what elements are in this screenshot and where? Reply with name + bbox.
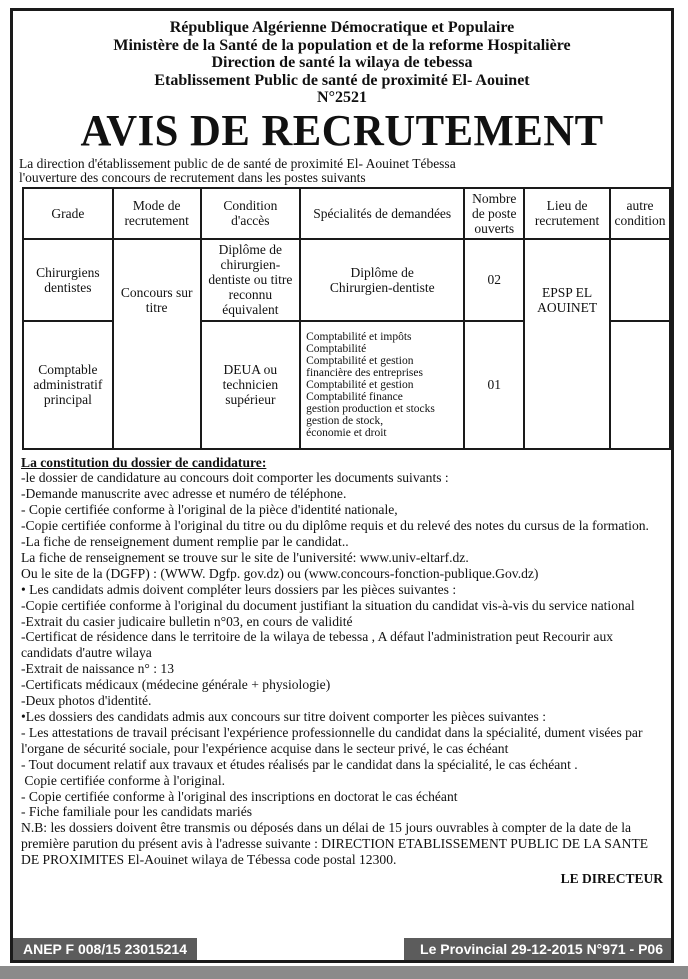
body-line: •Les dossiers des candidats admis aux concours sur titre doivent comporter les pièces suivantes : xyxy=(21,709,546,724)
header xyxy=(13,19,671,107)
cell-condition: DEUA ou technicien supérieur xyxy=(201,321,301,449)
page-title: AVIS DE RECRUTEMENT xyxy=(80,105,604,155)
col-mode: Mode de recrutement xyxy=(113,188,201,239)
cell-mode: Concours sur titre xyxy=(113,239,201,449)
body-line: -Extrait du casier judicaire bulletin n°03, en cours de validité xyxy=(21,613,353,629)
specialite-item: gestion production et stocks xyxy=(306,402,435,415)
cell-lieu: EPSP EL AOUINET xyxy=(524,239,610,449)
footer-anep-ref: ANEP F 008/15 23015214 xyxy=(13,938,197,960)
table-header-row xyxy=(23,188,670,239)
body-line: - Fiche familiale pour les candidats mariés xyxy=(21,804,253,820)
body-line: • Les candidats admis doivent compléter leurs dossiers par les pièces suivantes : xyxy=(21,581,457,597)
header-ministry: Ministère de la Santé de la population et de la reforme Hospitalière xyxy=(113,36,571,54)
cell-autre xyxy=(610,321,670,449)
header-direction: Direction de santé la wilaya de tebessa xyxy=(211,54,473,71)
intro-line-2: l'ouverture des concours de recrutement dans les postes suivants xyxy=(19,169,366,185)
body-line: - Les attestations de travail précisant l'expérience professionnelle du candidat dans la spécialité, dument visées par l'organe de sécurité sociale, pour l'expérience acquise dans le secteur privé, le cas échéant xyxy=(21,724,643,756)
col-specialites: Spécialités de demandées xyxy=(300,188,464,239)
body-line: -Copie certifiée conforme à l'original du titre ou du diplôme requis et du relevé des notes du cursus de la formation. xyxy=(21,518,649,534)
cell-autre xyxy=(610,239,670,321)
body-line: La fiche de renseignement se trouve sur le site de l'université: www.univ-eltarf.dz. xyxy=(21,549,469,565)
specialite-item: financière des entreprises xyxy=(306,366,423,379)
col-condition: Condition d'accès xyxy=(201,188,301,239)
specialite-item: Comptabilité et gestion xyxy=(306,354,414,367)
header-republic: République Algérienne Démocratique et Populaire xyxy=(169,19,515,36)
cell-nombre: 02 xyxy=(464,239,524,321)
specialite-item: Comptabilité xyxy=(306,342,367,355)
specialite-item: gestion de stock, xyxy=(306,414,384,427)
bottom-bar xyxy=(0,966,688,979)
body-line: -Certificats médicaux (médecine générale + physiologie) xyxy=(21,677,331,693)
body-line: - Copie certifiée conforme à l'original de la pièce d'identité nationale, xyxy=(21,502,398,518)
body-line: -Copie certifiée conforme à l'original du document justifiant la situation du candidat vis-à-vis du service national xyxy=(21,597,635,613)
positions-table xyxy=(22,187,671,450)
cell-specialites: Diplôme de Chirurgien-dentiste xyxy=(300,239,464,321)
cell-condition: Diplôme de chirurgien-dentiste ou titre reconnu équivalent xyxy=(201,239,301,321)
body-line: -La fiche de renseignement dument remplie par le candidat.. xyxy=(21,534,349,550)
body-line: -le dossier de candidature au concours doit comporter les documents suivants : xyxy=(21,470,449,486)
advertisement-frame xyxy=(10,8,674,963)
specialite-item: Comptabilité et gestion xyxy=(306,378,414,391)
header-establishment: Etablissement Public de santé de proximité El- Aouinet xyxy=(154,71,530,89)
specialite-item: économie et droit xyxy=(306,426,387,439)
header-number: N°2521 xyxy=(317,89,367,106)
body-line: Ou le site de la (DGFP) : (WWW. Dgfp. gov.dz) ou (www.concours-fonction-publique.Gov.dz) xyxy=(21,565,539,581)
col-autre: autre condition xyxy=(610,188,670,239)
cell-nombre: 01 xyxy=(464,321,524,449)
body-line: -Demande manuscrite avec adresse et numéro de téléphone. xyxy=(21,486,347,502)
body-line: -Deux photos d'identité. xyxy=(21,693,152,709)
body-line: -Certificat de résidence dans le territoire de la wilaya de tebessa , A défaut l'administration peut Recourir aux candidats d'autre wilaya xyxy=(21,629,614,661)
dossier-section xyxy=(21,455,663,869)
signature: LE DIRECTEUR xyxy=(560,871,663,887)
table-row xyxy=(23,239,670,321)
section-title: La constitution du dossier de candidature: xyxy=(21,454,267,470)
col-lieu: Lieu de recrutement xyxy=(524,188,610,239)
specialite-item: Comptabilité finance xyxy=(306,390,403,403)
footer-publication: Le Provincial 29-12-2015 N°971 - P06 xyxy=(404,938,671,960)
body-line: - Copie certifiée conforme à l'original des inscriptions en doctorat le cas échéant xyxy=(21,788,458,804)
specialite-item: Comptabilité et impôts xyxy=(306,330,412,343)
col-grade: Grade xyxy=(23,188,113,239)
intro xyxy=(19,157,671,185)
nb-note: N.B: les dossiers doivent être transmis ou déposés dans un délai de 15 jours ouvrables à compter de la date de la première parution du présent avis à l'adresse suivante : DIRECTION ETABLISSEMENT PUBLIC DE LA SANTE DE PROXIMITES El-Aouinet wilaya de Tébessa code postal 12300. xyxy=(21,820,649,868)
body-line: - Tout document relatif aux travaux et études réalisés par le candidat dans la spécialité, le cas échéant . xyxy=(21,756,578,772)
body-line: Copie certifiée conforme à l'original. xyxy=(21,772,226,788)
cell-grade: Chirurgiens dentistes xyxy=(23,239,113,321)
cell-specialites-list xyxy=(300,321,464,449)
cell-grade: Comptable administratif principal xyxy=(23,321,113,449)
intro-line-1: La direction d'établissement public de de santé de proximité El- Aouinet Tébessa xyxy=(19,155,456,171)
body-line: -Extrait de naissance n° : 13 xyxy=(21,661,175,677)
col-nombre: Nombre de poste ouverts xyxy=(464,188,524,239)
